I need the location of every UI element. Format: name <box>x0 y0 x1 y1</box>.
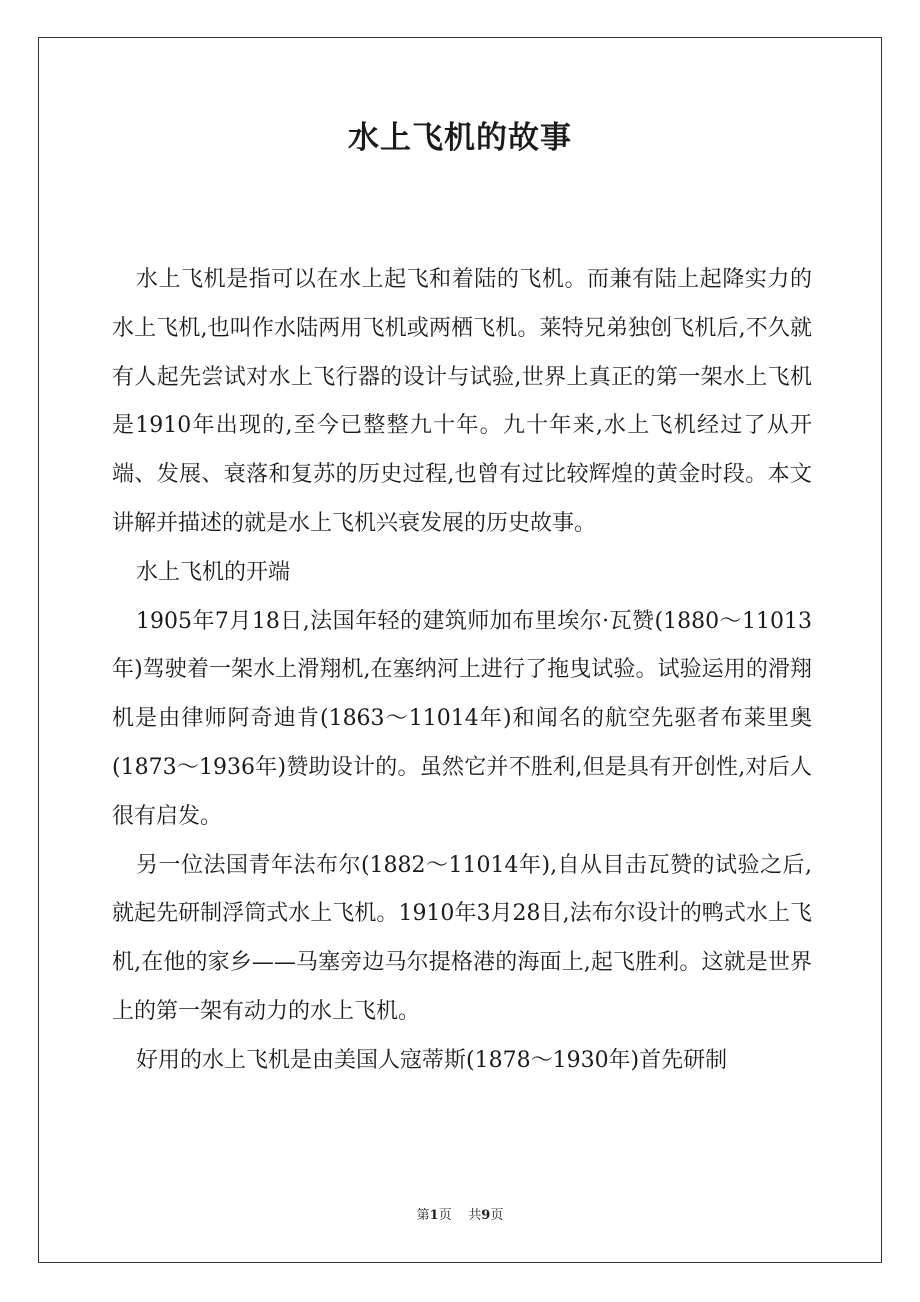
paragraph-intro: 水上飞机是指可以在水上起飞和着陆的飞机。而兼有陆上起降实力的水上飞机,也叫作水陆两用飞机或两栖飞机。莱特兄弟独创飞机后,不久就有人起先尝试对水上飞行器的设计与试验,世界上真正的第一架水上飞机是1910年出现的,至今已整整九十年。九十年来,水上飞机经过了从开端、发展、衰落和复苏的历史过程,也曾有过比较辉煌的黄金时段。本文讲解并描述的就是水上飞机兴衰发展的历史故事。 <box>112 267 812 536</box>
total-pages: 9 <box>481 1208 491 1223</box>
page-suffix: 页 <box>438 1208 452 1223</box>
page-prefix: 第 <box>416 1208 430 1223</box>
document-body <box>112 256 812 1086</box>
paragraph-voisin: 1905年7月18日,法国年轻的建筑师加布里埃尔·瓦赞(1880～11013年)驾驶着一架水上滑翔机,在塞纳河上进行了拖曳试验。试验运用的滑翔机是由律师阿奇迪肯(1863～11014年)和闻名的航空先驱者布莱里奥(1873～1936年)赞助设计的。虽然它并不胜利,但是具有开创性,对后人很有启发。 <box>112 608 812 829</box>
paragraph-fabre: 另一位法国青年法布尔(1882～11014年),自从目击瓦赞的试验之后,就起先研制浮筒式水上飞机。1910年3月28日,法布尔设计的鸭式水上飞机,在他的家乡——马塞旁边马尔提格港的海面上,起飞胜利。这就是世界上的第一架有动力的水上飞机。 <box>112 852 812 1024</box>
paragraph-curtiss: 好用的水上飞机是由美国人寇蒂斯(1878～1930年)首先研制 <box>136 1047 728 1073</box>
section-heading: 水上飞机的开端 <box>136 559 291 585</box>
page-number: 1 <box>429 1208 439 1223</box>
page-footer <box>0 1206 920 1226</box>
document-title: 水上飞机的故事 <box>348 120 572 156</box>
total-suffix: 页 <box>490 1208 504 1223</box>
total-prefix: 共 <box>468 1208 482 1223</box>
